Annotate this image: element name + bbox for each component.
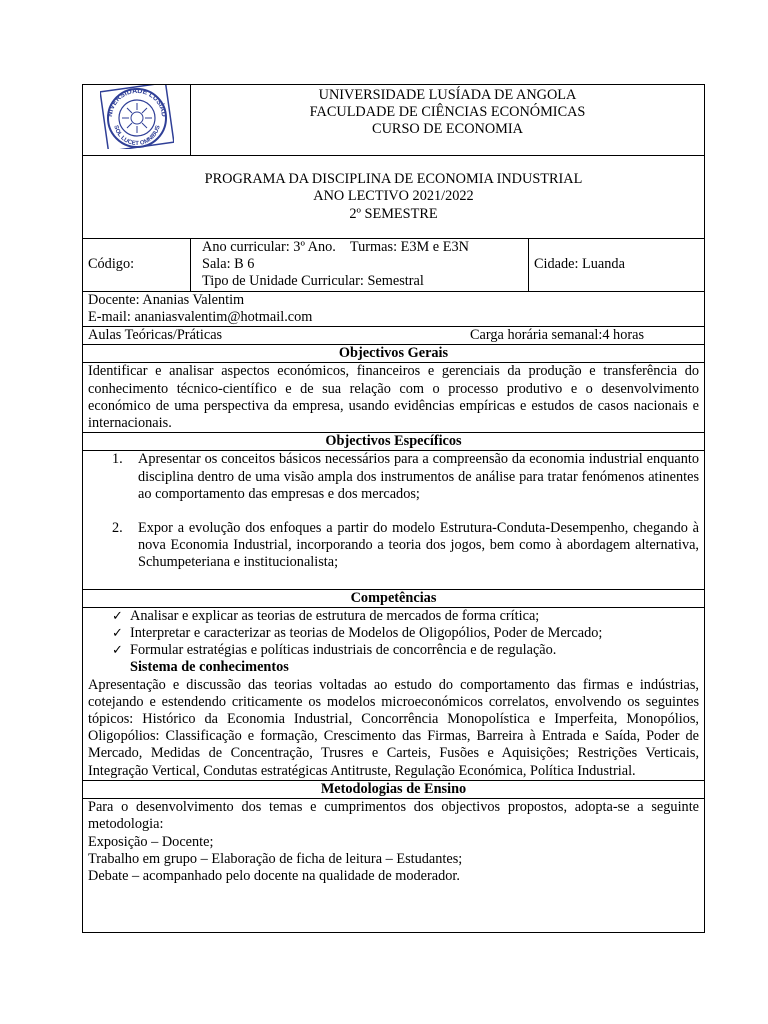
academic-year: ANO LECTIVO 2021/2022 bbox=[313, 188, 474, 205]
teacher-block bbox=[83, 291, 705, 326]
competencies-title: Competências bbox=[83, 589, 705, 607]
program-title: PROGRAMA DA DISCIPLINA DE ECONOMIA INDUSTRIAL bbox=[204, 171, 583, 188]
list-item bbox=[88, 642, 699, 659]
specific-objectives-body bbox=[83, 451, 705, 589]
methodology-title: Metodologias de Ensino bbox=[83, 780, 705, 798]
logo-cell bbox=[83, 85, 191, 156]
methodology-line: Exposição – Docente; bbox=[88, 833, 214, 850]
item-text: Interpretar e caracterizar as teorias de Modelos de Oligopólios, Poder de Mercado; bbox=[130, 625, 603, 642]
checkmark-icon: ✓ bbox=[112, 643, 123, 659]
item-text: Expor a evolução dos enfoques a partir do modelo Estrutura-Conduta-Desempenho, chegando à nova Economia Industrial, incorporando a teoria dos jogos, bem como à abordagem alternativa, Schumpeteriana e institucionalista; bbox=[138, 520, 700, 571]
methodology-line: Trabalho em grupo – Elaboração de ficha de leitura – Estudantes; bbox=[88, 850, 463, 867]
year-groups: Ano curricular: 3º Ano. Turmas: E3M e E3N bbox=[202, 239, 469, 255]
unit-type: Tipo de Unidade Curricular: Semestral bbox=[202, 273, 424, 290]
city: Cidade: Luanda bbox=[529, 239, 705, 292]
document-page bbox=[82, 84, 704, 933]
competencies-body bbox=[83, 607, 705, 780]
methodology-line: Debate – acompanhado pelo docente na qualidade de moderador. bbox=[88, 867, 460, 884]
class-type: Aulas Teóricas/Práticas bbox=[88, 327, 223, 344]
list-item bbox=[88, 625, 699, 642]
course-name: CURSO DE ECONOMIA bbox=[372, 121, 523, 138]
institution-header bbox=[191, 85, 705, 156]
methodology-body bbox=[83, 799, 705, 933]
item-text: Apresentar os conceitos básicos necessários para a compreensão da economia industrial enquanto disciplina dentro de uma visão ampla dos instrumentos de análise para tratar fenómenos atinentes ao comportamento das empresas e dos mercados; bbox=[138, 451, 700, 502]
university-seal-icon bbox=[100, 85, 174, 149]
list-item bbox=[88, 608, 699, 625]
seal-text-top: NIVERSIDADE LUSÍAD bbox=[106, 88, 167, 118]
teacher-name: Docente: Ananias Valentim bbox=[88, 291, 245, 308]
teacher-email: E-mail: ananiasvalentim@hotmail.com bbox=[88, 308, 313, 325]
university-name: UNIVERSIDADE LUSÍADA DE ANGOLA bbox=[318, 87, 577, 103]
item-number: 2. bbox=[112, 520, 123, 537]
checkmark-icon: ✓ bbox=[112, 626, 123, 642]
list-item bbox=[88, 451, 699, 503]
code-label: Código: bbox=[83, 239, 191, 292]
specific-objectives-title: Objectivos Específicos bbox=[83, 433, 705, 451]
room: Sala: B 6 bbox=[202, 256, 255, 273]
knowledge-system-text: Apresentação e discussão das teorias voltadas ao estudo do comportamento das firmas e indústrias, cotejando e estendendo criticamente os modelos microeconómicos correlatos, envolvendo os seguintes tópicos: Histórico da Economia Industrial, Concorrência Monopolística e Imperfeita, Monopólios, Oligopólios: Classificação e formação, Crescimento das Firmas, Barreira à Entrada e Saída, Poder de Mercado, Medidas de Concentração, Trusres e Carteis, Fusões e Aquisições; Restrições Verticais, Integração Vertical, Condutas estratégicas Antitruste, Regulação Económica, Política Industrial. bbox=[88, 676, 700, 779]
checkmark-icon: ✓ bbox=[112, 608, 123, 624]
classes-row bbox=[83, 327, 705, 345]
item-text: Formular estratégias e políticas industriais de concorrência e de regulação. bbox=[130, 642, 557, 659]
seal-text-bottom: SOL LUCET OMNIBUS bbox=[111, 125, 162, 148]
general-objectives-text: Identificar e analisar aspectos económicos, financeiros e gerenciais da produção e transferência do conhecimento técnico-científico e de sua relação com o processo produtivo e o desenvolvimento económico de uma perspectiva da empresa, usando evidências empíricas e estudos de casos nacionais e internacionais. bbox=[83, 363, 705, 433]
semester: 2º SEMESTRE bbox=[349, 205, 438, 222]
item-number: 1. bbox=[112, 451, 123, 468]
program-title-block bbox=[83, 156, 705, 239]
list-item bbox=[88, 520, 699, 572]
methodology-intro: Para o desenvolvimento dos temas e cumprimentos dos objectivos propostos, adopta-se a seguinte metodologia: bbox=[88, 799, 700, 833]
weekly-hours: Carga horária semanal:4 horas bbox=[470, 327, 645, 344]
course-details bbox=[191, 239, 529, 292]
program-table bbox=[82, 84, 705, 933]
item-text: Analisar e explicar as teorias de estrutura de mercados de forma crítica; bbox=[130, 607, 540, 624]
knowledge-system-title: Sistema de conhecimentos bbox=[130, 659, 289, 676]
faculty-name: FACULDADE DE CIÊNCIAS ECONÓMICAS bbox=[309, 104, 586, 121]
general-objectives-title: Objectivos Gerais bbox=[83, 345, 705, 363]
